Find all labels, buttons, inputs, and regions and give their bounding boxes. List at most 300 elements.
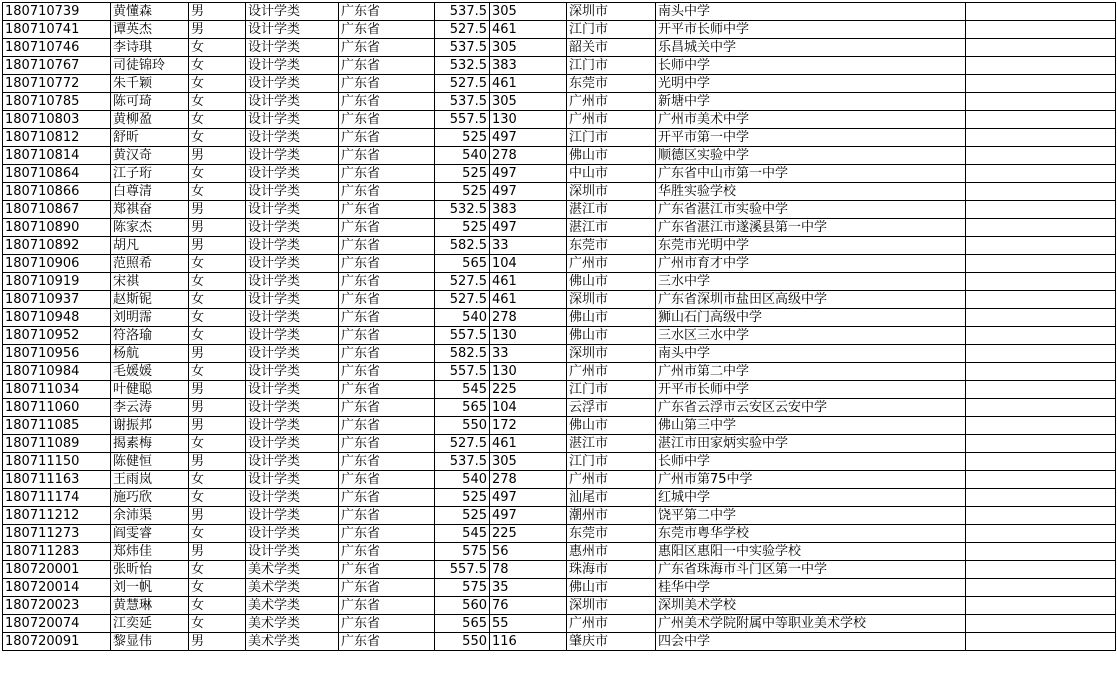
rank-cell: 305 [490, 3, 567, 21]
table-row [3, 489, 1116, 507]
name-cell: 黄懂森 [111, 3, 189, 21]
score-cell: 527.5 [435, 291, 490, 309]
rank-cell: 35 [490, 579, 567, 597]
student-id-cell: 180710741 [3, 21, 111, 39]
major-cell: 设计学类 [246, 543, 339, 561]
student-id-cell: 180710767 [3, 57, 111, 75]
rank-cell: 497 [490, 507, 567, 525]
gender-cell: 女 [189, 255, 246, 273]
rank-cell: 225 [490, 525, 567, 543]
student-id-cell: 180720091 [3, 633, 111, 651]
name-cell: 江子珩 [111, 165, 189, 183]
city-cell: 广州市 [567, 255, 656, 273]
city-cell: 深圳市 [567, 345, 656, 363]
student-id-cell: 180711273 [3, 525, 111, 543]
rank-cell: 497 [490, 489, 567, 507]
province-cell: 广东省 [339, 363, 435, 381]
province-cell: 广东省 [339, 345, 435, 363]
city-cell: 佛山市 [567, 147, 656, 165]
school-cell: 广州市育才中学 [656, 255, 966, 273]
student-id-cell: 180710890 [3, 219, 111, 237]
empty-cell [966, 93, 1116, 111]
name-cell: 范照希 [111, 255, 189, 273]
gender-cell: 女 [189, 165, 246, 183]
city-cell: 广州市 [567, 615, 656, 633]
rank-cell: 278 [490, 147, 567, 165]
table-row [3, 525, 1116, 543]
empty-cell [966, 579, 1116, 597]
rank-cell: 305 [490, 39, 567, 57]
gender-cell: 男 [189, 21, 246, 39]
score-cell: 557.5 [435, 111, 490, 129]
score-cell: 527.5 [435, 75, 490, 93]
table-row [3, 129, 1116, 147]
rank-cell: 33 [490, 345, 567, 363]
city-cell: 江门市 [567, 453, 656, 471]
gender-cell: 男 [189, 147, 246, 165]
student-id-cell: 180710866 [3, 183, 111, 201]
province-cell: 广东省 [339, 633, 435, 651]
score-cell: 532.5 [435, 201, 490, 219]
score-cell: 525 [435, 183, 490, 201]
school-cell: 光明中学 [656, 75, 966, 93]
score-cell: 537.5 [435, 39, 490, 57]
gender-cell: 女 [189, 597, 246, 615]
name-cell: 叶健聪 [111, 381, 189, 399]
rank-cell: 78 [490, 561, 567, 579]
school-cell: 广东省珠海市斗门区第一中学 [656, 561, 966, 579]
school-cell: 东莞市粤华学校 [656, 525, 966, 543]
gender-cell: 女 [189, 525, 246, 543]
rank-cell: 305 [490, 453, 567, 471]
score-cell: 565 [435, 399, 490, 417]
table-row [3, 237, 1116, 255]
gender-cell: 男 [189, 237, 246, 255]
table-row [3, 453, 1116, 471]
rank-cell: 461 [490, 75, 567, 93]
student-id-cell: 180711085 [3, 417, 111, 435]
province-cell: 广东省 [339, 255, 435, 273]
empty-cell [966, 129, 1116, 147]
major-cell: 设计学类 [246, 3, 339, 21]
major-cell: 设计学类 [246, 183, 339, 201]
school-cell: 华胜实验学校 [656, 183, 966, 201]
gender-cell: 男 [189, 201, 246, 219]
province-cell: 广东省 [339, 381, 435, 399]
city-cell: 湛江市 [567, 201, 656, 219]
gender-cell: 男 [189, 543, 246, 561]
province-cell: 广东省 [339, 75, 435, 93]
table-row [3, 147, 1116, 165]
name-cell: 谭英杰 [111, 21, 189, 39]
major-cell: 设计学类 [246, 111, 339, 129]
table-row [3, 111, 1116, 129]
major-cell: 设计学类 [246, 489, 339, 507]
major-cell: 设计学类 [246, 273, 339, 291]
school-cell: 狮山石门高级中学 [656, 309, 966, 327]
school-cell: 广东省中山市第一中学 [656, 165, 966, 183]
school-cell: 广东省深圳市盐田区高级中学 [656, 291, 966, 309]
city-cell: 东莞市 [567, 75, 656, 93]
table-row [3, 363, 1116, 381]
rank-cell: 104 [490, 255, 567, 273]
city-cell: 深圳市 [567, 597, 656, 615]
major-cell: 设计学类 [246, 345, 339, 363]
student-id-cell: 180710952 [3, 327, 111, 345]
student-id-cell: 180710984 [3, 363, 111, 381]
province-cell: 广东省 [339, 471, 435, 489]
gender-cell: 女 [189, 129, 246, 147]
score-cell: 532.5 [435, 57, 490, 75]
major-cell: 设计学类 [246, 201, 339, 219]
gender-cell: 女 [189, 327, 246, 345]
province-cell: 广东省 [339, 273, 435, 291]
empty-cell [966, 435, 1116, 453]
table-row [3, 399, 1116, 417]
school-cell: 佛山第三中学 [656, 417, 966, 435]
province-cell: 广东省 [339, 291, 435, 309]
score-cell: 560 [435, 597, 490, 615]
province-cell: 广东省 [339, 453, 435, 471]
name-cell: 李诗琪 [111, 39, 189, 57]
city-cell: 韶关市 [567, 39, 656, 57]
major-cell: 美术学类 [246, 615, 339, 633]
major-cell: 美术学类 [246, 561, 339, 579]
gender-cell: 女 [189, 615, 246, 633]
name-cell: 张昕怡 [111, 561, 189, 579]
school-cell: 饶平第二中学 [656, 507, 966, 525]
gender-cell: 女 [189, 489, 246, 507]
city-cell: 佛山市 [567, 579, 656, 597]
name-cell: 刘一帆 [111, 579, 189, 597]
empty-cell [966, 345, 1116, 363]
score-cell: 540 [435, 147, 490, 165]
table-row [3, 345, 1116, 363]
school-cell: 惠阳区惠阳一中实验学校 [656, 543, 966, 561]
major-cell: 设计学类 [246, 57, 339, 75]
city-cell: 肇庆市 [567, 633, 656, 651]
province-cell: 广东省 [339, 579, 435, 597]
city-cell: 湛江市 [567, 219, 656, 237]
name-cell: 黄慧琳 [111, 597, 189, 615]
province-cell: 广东省 [339, 435, 435, 453]
name-cell: 黄汉奇 [111, 147, 189, 165]
major-cell: 设计学类 [246, 255, 339, 273]
rank-cell: 383 [490, 57, 567, 75]
city-cell: 深圳市 [567, 291, 656, 309]
major-cell: 设计学类 [246, 75, 339, 93]
rank-cell: 497 [490, 219, 567, 237]
score-cell: 527.5 [435, 435, 490, 453]
name-cell: 杨航 [111, 345, 189, 363]
major-cell: 美术学类 [246, 597, 339, 615]
gender-cell: 男 [189, 3, 246, 21]
student-id-cell: 180720074 [3, 615, 111, 633]
student-id-cell: 180710948 [3, 309, 111, 327]
school-cell: 湛江市田家炳实验中学 [656, 435, 966, 453]
rank-cell: 104 [490, 399, 567, 417]
province-cell: 广东省 [339, 111, 435, 129]
major-cell: 设计学类 [246, 327, 339, 345]
province-cell: 广东省 [339, 39, 435, 57]
school-cell: 广州美术学院附属中等职业美术学校 [656, 615, 966, 633]
table-row [3, 417, 1116, 435]
score-cell: 545 [435, 525, 490, 543]
table-row [3, 273, 1116, 291]
gender-cell: 女 [189, 561, 246, 579]
school-cell: 深圳美术学校 [656, 597, 966, 615]
city-cell: 东莞市 [567, 525, 656, 543]
gender-cell: 女 [189, 39, 246, 57]
table-row [3, 435, 1116, 453]
empty-cell [966, 273, 1116, 291]
city-cell: 东莞市 [567, 237, 656, 255]
score-cell: 575 [435, 543, 490, 561]
rank-cell: 461 [490, 291, 567, 309]
rank-cell: 278 [490, 471, 567, 489]
empty-cell [966, 417, 1116, 435]
empty-cell [966, 165, 1116, 183]
major-cell: 设计学类 [246, 399, 339, 417]
school-cell: 顺德区实验中学 [656, 147, 966, 165]
score-cell: 525 [435, 507, 490, 525]
empty-cell [966, 201, 1116, 219]
province-cell: 广东省 [339, 93, 435, 111]
rank-cell: 383 [490, 201, 567, 219]
score-cell: 550 [435, 633, 490, 651]
major-cell: 设计学类 [246, 147, 339, 165]
gender-cell: 女 [189, 309, 246, 327]
school-cell: 长师中学 [656, 57, 966, 75]
gender-cell: 男 [189, 381, 246, 399]
name-cell: 王雨岚 [111, 471, 189, 489]
student-id-cell: 180710906 [3, 255, 111, 273]
score-cell: 550 [435, 417, 490, 435]
table-row [3, 183, 1116, 201]
rank-cell: 497 [490, 129, 567, 147]
city-cell: 云浮市 [567, 399, 656, 417]
school-cell: 三水中学 [656, 273, 966, 291]
empty-cell [966, 39, 1116, 57]
name-cell: 宋祺 [111, 273, 189, 291]
province-cell: 广东省 [339, 147, 435, 165]
student-id-cell: 180711034 [3, 381, 111, 399]
empty-cell [966, 633, 1116, 651]
name-cell: 舒昕 [111, 129, 189, 147]
table-row [3, 507, 1116, 525]
score-cell: 525 [435, 219, 490, 237]
province-cell: 广东省 [339, 201, 435, 219]
empty-cell [966, 309, 1116, 327]
gender-cell: 女 [189, 435, 246, 453]
rank-cell: 461 [490, 435, 567, 453]
name-cell: 黄柳盈 [111, 111, 189, 129]
table-row [3, 633, 1116, 651]
table-row [3, 381, 1116, 399]
major-cell: 设计学类 [246, 165, 339, 183]
rank-cell: 172 [490, 417, 567, 435]
rank-cell: 76 [490, 597, 567, 615]
province-cell: 广东省 [339, 3, 435, 21]
school-cell: 乐昌城关中学 [656, 39, 966, 57]
province-cell: 广东省 [339, 615, 435, 633]
empty-cell [966, 525, 1116, 543]
major-cell: 设计学类 [246, 507, 339, 525]
student-id-cell: 180710919 [3, 273, 111, 291]
student-id-cell: 180710746 [3, 39, 111, 57]
student-id-cell: 180710864 [3, 165, 111, 183]
name-cell: 陈健恒 [111, 453, 189, 471]
rank-cell: 278 [490, 309, 567, 327]
province-cell: 广东省 [339, 21, 435, 39]
table-row [3, 309, 1116, 327]
school-cell: 新塘中学 [656, 93, 966, 111]
student-id-cell: 180710812 [3, 129, 111, 147]
empty-cell [966, 363, 1116, 381]
major-cell: 设计学类 [246, 453, 339, 471]
rank-cell: 55 [490, 615, 567, 633]
gender-cell: 女 [189, 363, 246, 381]
name-cell: 符洛瑜 [111, 327, 189, 345]
city-cell: 广州市 [567, 111, 656, 129]
city-cell: 佛山市 [567, 417, 656, 435]
student-id-cell: 180710814 [3, 147, 111, 165]
city-cell: 中山市 [567, 165, 656, 183]
table-row [3, 219, 1116, 237]
major-cell: 设计学类 [246, 417, 339, 435]
province-cell: 广东省 [339, 183, 435, 201]
city-cell: 深圳市 [567, 3, 656, 21]
student-id-cell: 180711150 [3, 453, 111, 471]
province-cell: 广东省 [339, 165, 435, 183]
city-cell: 江门市 [567, 21, 656, 39]
empty-cell [966, 219, 1116, 237]
table-row [3, 579, 1116, 597]
rank-cell: 497 [490, 165, 567, 183]
city-cell: 潮州市 [567, 507, 656, 525]
score-cell: 537.5 [435, 93, 490, 111]
name-cell: 赵斯铌 [111, 291, 189, 309]
name-cell: 施巧欣 [111, 489, 189, 507]
score-cell: 525 [435, 489, 490, 507]
rank-cell: 497 [490, 183, 567, 201]
major-cell: 设计学类 [246, 435, 339, 453]
table-row [3, 93, 1116, 111]
school-cell: 广州市第75中学 [656, 471, 966, 489]
student-id-cell: 180711174 [3, 489, 111, 507]
major-cell: 美术学类 [246, 579, 339, 597]
table-row [3, 327, 1116, 345]
name-cell: 余沛渠 [111, 507, 189, 525]
gender-cell: 女 [189, 57, 246, 75]
empty-cell [966, 255, 1116, 273]
name-cell: 郑炜佳 [111, 543, 189, 561]
school-cell: 广东省湛江市实验中学 [656, 201, 966, 219]
major-cell: 设计学类 [246, 291, 339, 309]
empty-cell [966, 57, 1116, 75]
school-cell: 开平市长师中学 [656, 381, 966, 399]
rank-cell: 33 [490, 237, 567, 255]
gender-cell: 男 [189, 219, 246, 237]
score-cell: 527.5 [435, 273, 490, 291]
gender-cell: 女 [189, 579, 246, 597]
school-cell: 三水区三水中学 [656, 327, 966, 345]
province-cell: 广东省 [339, 309, 435, 327]
gender-cell: 男 [189, 453, 246, 471]
empty-cell [966, 615, 1116, 633]
city-cell: 湛江市 [567, 435, 656, 453]
school-cell: 长师中学 [656, 453, 966, 471]
empty-cell [966, 327, 1116, 345]
table-row [3, 255, 1116, 273]
gender-cell: 男 [189, 345, 246, 363]
name-cell: 毛媛媛 [111, 363, 189, 381]
gender-cell: 女 [189, 75, 246, 93]
table-row [3, 39, 1116, 57]
major-cell: 设计学类 [246, 381, 339, 399]
gender-cell: 女 [189, 111, 246, 129]
gender-cell: 女 [189, 471, 246, 489]
empty-cell [966, 21, 1116, 39]
gender-cell: 男 [189, 417, 246, 435]
name-cell: 陈可琦 [111, 93, 189, 111]
empty-cell [966, 237, 1116, 255]
empty-cell [966, 399, 1116, 417]
rank-cell: 305 [490, 93, 567, 111]
gender-cell: 女 [189, 291, 246, 309]
major-cell: 设计学类 [246, 237, 339, 255]
name-cell: 白尊清 [111, 183, 189, 201]
city-cell: 佛山市 [567, 309, 656, 327]
major-cell: 设计学类 [246, 129, 339, 147]
school-cell: 南头中学 [656, 3, 966, 21]
major-cell: 设计学类 [246, 363, 339, 381]
major-cell: 设计学类 [246, 219, 339, 237]
school-cell: 东莞市光明中学 [656, 237, 966, 255]
table-row [3, 597, 1116, 615]
province-cell: 广东省 [339, 489, 435, 507]
school-cell: 广州市美术中学 [656, 111, 966, 129]
name-cell: 黎显伟 [111, 633, 189, 651]
name-cell: 李云涛 [111, 399, 189, 417]
student-id-cell: 180710892 [3, 237, 111, 255]
gender-cell: 男 [189, 633, 246, 651]
score-cell: 565 [435, 615, 490, 633]
table-row [3, 543, 1116, 561]
empty-cell [966, 507, 1116, 525]
school-cell: 广东省云浮市云安区云安中学 [656, 399, 966, 417]
student-id-cell: 180711163 [3, 471, 111, 489]
city-cell: 广州市 [567, 471, 656, 489]
province-cell: 广东省 [339, 507, 435, 525]
empty-cell [966, 291, 1116, 309]
score-cell: 537.5 [435, 453, 490, 471]
province-cell: 广东省 [339, 543, 435, 561]
name-cell: 郑祺奋 [111, 201, 189, 219]
school-cell: 广州市第二中学 [656, 363, 966, 381]
rank-cell: 116 [490, 633, 567, 651]
province-cell: 广东省 [339, 129, 435, 147]
province-cell: 广东省 [339, 57, 435, 75]
province-cell: 广东省 [339, 597, 435, 615]
city-cell: 广州市 [567, 363, 656, 381]
major-cell: 设计学类 [246, 21, 339, 39]
major-cell: 设计学类 [246, 525, 339, 543]
city-cell: 珠海市 [567, 561, 656, 579]
empty-cell [966, 381, 1116, 399]
score-cell: 527.5 [435, 21, 490, 39]
empty-cell [966, 453, 1116, 471]
